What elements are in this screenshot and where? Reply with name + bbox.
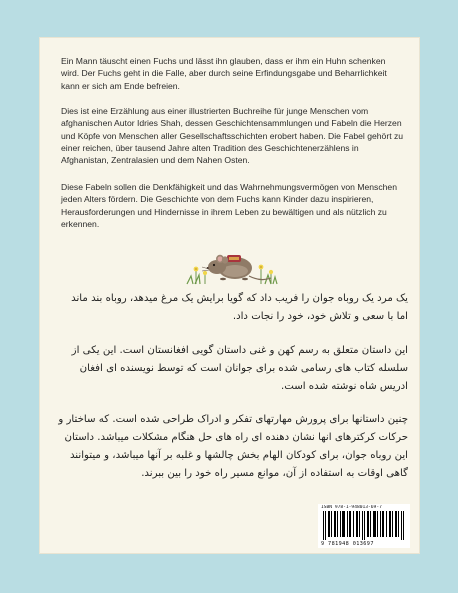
persian-paragraph-2: این داستان متعلق به رسم کهن و غنی داستان گویی افغانستان است. این یکی از سلسله کتاب های رسامی شده برای جوانان است که توسط نویسنده ای افغان ادریس شاه نوشته شده است. — [71, 345, 408, 392]
persian-paragraph-1: یک مرد یک روباه جوان را فریب داد که گویا برایش یک مرغ میدهد، روباه بند ماند اما با سعی و تلاش خود، خود را نجات داد. — [71, 293, 408, 322]
persian-paragraph-3: چنین داستانها برای پرورش مهارتهای تفکر و ادراک طراحی شده است. که ساختار و حرکات کرکترهای انها نشان دهنده ای راه های حل هنگام مشکلات میباشد. داستان این روباه جوان، برای کودکان الهام بخش چالشها و غلبه بر آنها میباشد، و میتوانند گاهی اوقات به استفاده از آن، موانع مسیر راه خود را بین ببرند. — [58, 414, 408, 479]
german-paragraph-1: Ein Mann täuscht einen Fuchs und lässt ihn glauben, dass er ihm ein Huhn schenken wird. Der Fuchs geht in die Falle, aber durch seine Erfindungsgabe und Beharrlichkeit kann er sich am Ende befreien. — [61, 56, 387, 91]
mouse-with-flowers-illustration — [183, 238, 279, 286]
german-paragraph-3: Diese Fabeln sollen die Denkfähigkeit und das Wahrnehmungsvermögen von Menschen jeden Alters fördern. Die Geschichte von dem Fuchs kann Kinder dazu inspirieren, Herausforderungen und Hindernisse in ihrem Leben zu bewältigen und als nützlich zu erkennen. — [61, 182, 397, 229]
german-paragraph-2: Dies ist eine Erzählung aus einer illustrierten Buchreihe für junge Menschen vom afghanischen Autor Idries Shah, dessen Geschichtensammlungen und Fabeln die Herzen und Köpfe von Menschen aller Gesellschaftsschichten erobert haben. Die Fabel gehört zu einer reichen, über tausend Jahre alten Tradition des Geschichtenerzählens in Afghanistan, Zentralasien und dem Nahen Osten. — [61, 106, 404, 166]
barcode-bars — [321, 511, 407, 540]
isbn-label: ISBN 978-1-948013-69-7 — [321, 505, 382, 510]
barcode-digits: 9 781948 013697 — [321, 541, 374, 547]
barcode-box — [318, 504, 410, 548]
